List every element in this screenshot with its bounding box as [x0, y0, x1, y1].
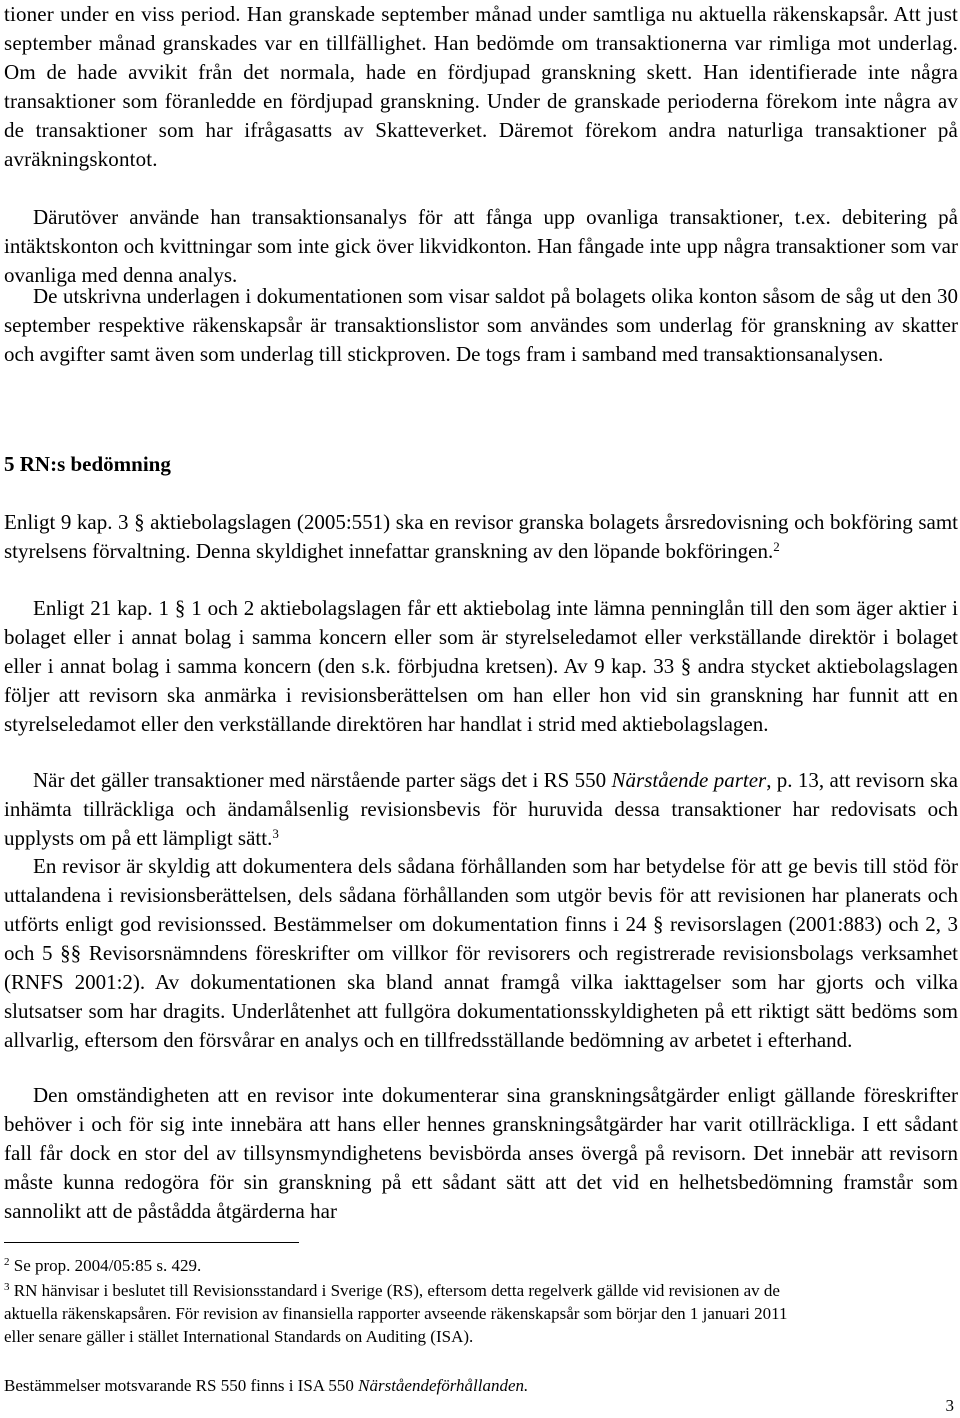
- footnote-number: 2: [4, 1256, 10, 1268]
- footnote-separator: [4, 1242, 299, 1243]
- paragraph-related-parties: [4, 766, 958, 853]
- standard-title: Närstående parter: [611, 768, 767, 792]
- footnote-ref-2[interactable]: 2: [773, 539, 780, 554]
- paragraph-audit-duty: [4, 508, 958, 566]
- paragraph-text: Därutöver använde han transaktionsanalys för att fånga upp ovanliga transaktioner, t.ex. debitering på intäktskonton och kvittningar som inte gick över likvidkonton. Han fångade inte upp några transaktioner som var ovanliga med denna analys.: [4, 205, 958, 287]
- footnote-3: [4, 1279, 804, 1348]
- paragraph-text: , p. 13, att revisorn ska inhämta tillräckliga och ändamålsenlig revisionsbevis för huruvida dessa transaktioner har redovisats och upplysts om på ett lämpligt sätt.: [4, 768, 959, 850]
- footnote-3-continued: [4, 1374, 958, 1397]
- paragraph-text: De utskrivna underlagen i dokumentationen som visar saldot på bolagets olika konton såsom de såg ut den 30 september respektive räkenskapsår är transaktionslistor som användes som underlag för granskning av skatter och avgifter samt även som underlag till stickproven. De togs fram i samband med transaktionsanalysen.: [4, 284, 958, 366]
- paragraph-loan-prohibition: [4, 594, 958, 739]
- paragraph-documentation-duty: [4, 852, 958, 1055]
- page-number: 3: [945, 1396, 954, 1415]
- paragraph-transaction-review: [4, 0, 958, 174]
- paragraph-text: När det gäller transaktioner med närstående parter sägs det i RS 550: [33, 768, 612, 792]
- section-heading: 5 RN:s bedömning: [4, 452, 171, 476]
- footnote-text: RN hänvisar i beslutet till Revisionsstandard i Sverige (RS), eftersom detta regelverk gällde vid revisionen av de aktuella räkenskapsåren. För revision av finansiella rapporter avseende räkenskapsår som börjar den 1 januari 2011 eller senare gäller i stället International Standards on Auditing (ISA).: [4, 1281, 788, 1346]
- footnote-text: Se prop. 2004/05:85 s. 429.: [13, 1256, 202, 1275]
- paragraph-burden-of-proof: [4, 1081, 958, 1226]
- footnote-text: Bestämmelser motsvarande RS 550 finns i ISA 550: [4, 1376, 359, 1395]
- paragraph-printed-documentation: [4, 282, 958, 369]
- footnote-2: [4, 1254, 958, 1277]
- paragraph-text: Enligt 9 kap. 3 § aktiebolagslagen (2005:551) ska en revisor granska bolagets årsredovisning och bokföring samt styrelsens förvaltning. Denna skyldighet innefattar granskning av den löpande bokföringen.: [4, 510, 958, 563]
- footnote-ref-3[interactable]: 3: [272, 826, 279, 841]
- paragraph-transaction-analysis: [4, 203, 958, 290]
- paragraph-text: tioner under en viss period. Han granskade september månad under samtliga nu aktuella räkenskapsår. Att just september månad granskades var en tillfällighet. Han bedömde om transaktionerna var rimliga mot underlag. Om de hade avvikit från det normala, hade en fördjupad granskning skett. Han identifierade inte några transaktioner som föranledde en fördjupad granskning. Under de granskade perioderna förekom inte några av de transaktioner som har ifrågasatts av Skatteverket. Däremot förekom andra naturliga transaktioner på avräkningskontot.: [4, 2, 958, 171]
- footnote-number: 3: [4, 1281, 10, 1293]
- paragraph-text: Den omständigheten att en revisor inte dokumenterar sina granskningsåtgärder enligt gällande föreskrifter behöver i och för sig inte innebära att hans eller hennes granskningsåtgärder har varit otillräckliga. I ett sådant fall får dock en stor del av tillsynsmyndighetens bevisbörda anses övergå på revisorn. Det innebär att revisorn måste kunna redogöra för sin granskning på ett sådant sätt att det vid en helhetsbedömning framstår som sannolikt att de påstådda åtgärderna har: [4, 1083, 958, 1223]
- standard-title: Närståendeförhållanden.: [358, 1376, 529, 1395]
- paragraph-text: Enligt 21 kap. 1 § 1 och 2 aktiebolagslagen får ett aktiebolag inte lämna penninglån till den som äger aktier i bolaget eller i annat bolag i samma koncern eller som är styrelseledamot eller verkställande direktör i bolaget eller i annat bolag i samma koncern (den s.k. förbjudna kretsen). Av 9 kap. 33 § andra stycket aktiebolagslagen följer att revisorn ska anmärka i revisionsberättelsen om han eller hon vid sin granskning har funnit att en styrelseledamot eller den verkställande direktören har handlat i strid med aktiebolagslagen.: [4, 596, 958, 736]
- paragraph-text: En revisor är skyldig att dokumentera dels sådana förhållanden som har betydelse för att ge bevis till stöd för uttalandena i revisionsberättelsen, dels sådana förhållanden som utgör bevis för att revisionen har planerats och utförts enligt god revisionssed. Bestämmelser om dokumentation finns i 24 § revisorslagen (2001:883) och 2, 3 och 5 §§ Revisorsnämndens föreskrifter om villkor för revisorers och registrerade revisionsbolags verksamhet (RNFS 2001:2). Av dokumentationen ska bland annat framgå vilka iakttagelser som har gjorts och vilka slutsatser som har dragits. Underlåtenhet att fullgöra dokumentationsskyldigheten på ett riktigt sätt bedöms som allvarlig, eftersom den försvårar en analys och en tillfredsställande bedömning av arbetet i efterhand.: [4, 854, 958, 1052]
